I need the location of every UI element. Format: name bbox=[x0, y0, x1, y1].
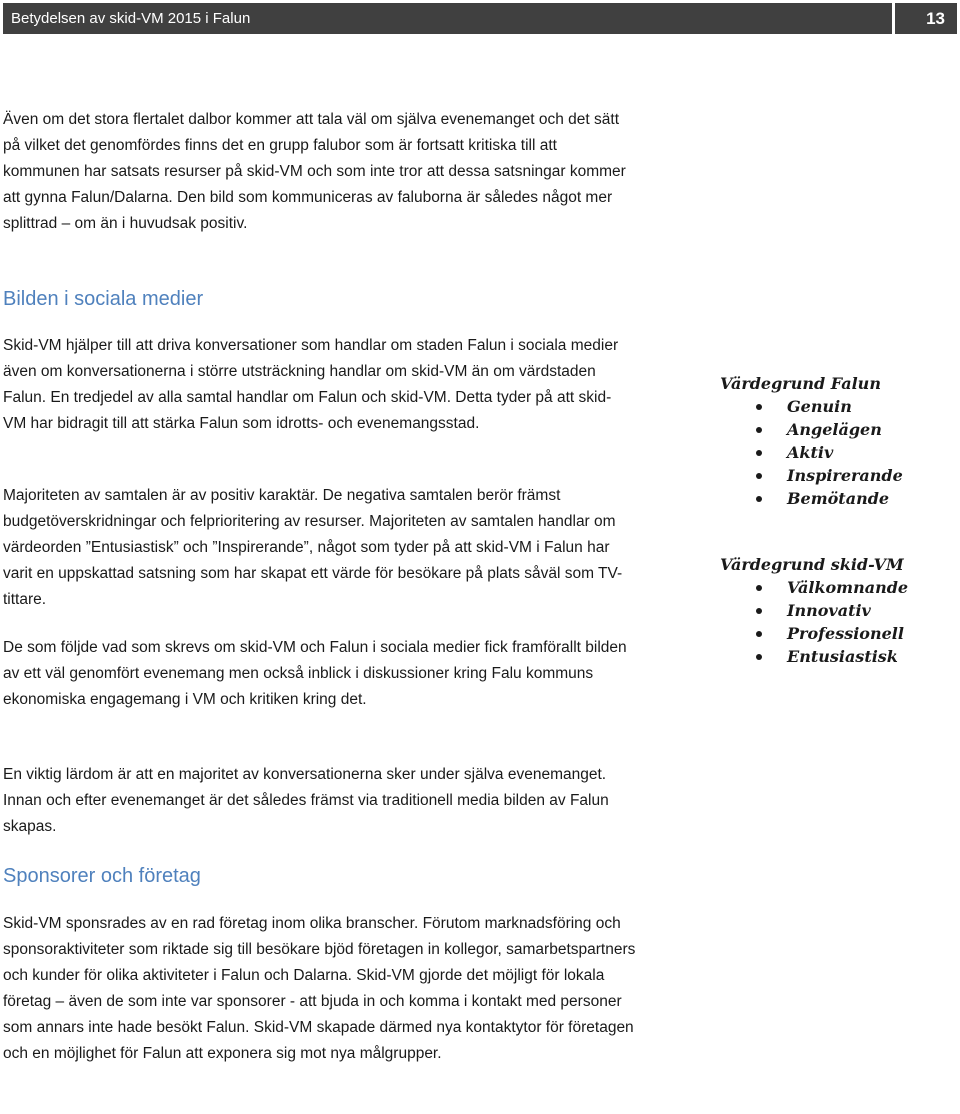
section-heading-social-media: Bilden i sociala medier bbox=[3, 288, 204, 310]
social-paragraph-2: Majoriteten av samtalen är av positiv karaktär. De negativa samtalen berör främst budgetöverskridningar och felprioritering av resurser. Majoriteten av samtalen handlar om värdeorden ”Entusiastisk” och ”Inspirerande”, något som tyder på att skid-VM i Falun har varit en uppskattad satsning som har skapat ett värde för besökare på plats såväl som TV-tittare. bbox=[3, 487, 623, 608]
vm-values-title: Värdegrund skid-VM bbox=[720, 555, 904, 574]
page-number: 13 bbox=[926, 9, 945, 28]
bullet-icon bbox=[756, 654, 762, 660]
header-bar bbox=[3, 3, 892, 34]
bullet-icon bbox=[756, 608, 762, 614]
bullet-icon bbox=[756, 450, 762, 456]
social-paragraph-4: En viktig lärdom är att en majoritet av konversationerna sker under själva evenemanget. Innan och efter evenemanget är det således främst via traditionell media bilden av Falun skapas. bbox=[3, 766, 609, 835]
falun-values-title: Värdegrund Falun bbox=[720, 374, 881, 393]
bullet-icon bbox=[756, 473, 762, 479]
bullet-icon bbox=[756, 585, 762, 591]
values-sidebar: Värdegrund Falun Genuin Angelägen Aktiv Inspirerande Bemötande Värdegrund skid-VM Välkomnande Innovativ Professionell Entusiastisk bbox=[720, 374, 909, 666]
section-heading-sponsors: Sponsorer och företag bbox=[3, 865, 201, 887]
social-paragraph-1: Skid-VM hjälper till att driva konversationer som handlar om staden Falun i sociala medier även om konversationerna i större utsträckning handlar om skid-VM än om värdstaden Falun. En tredjedel av alla samtal handlar om Falun och skid-VM. Detta tyder på att skid-VM har bidragit till att stärka Falun som idrotts- och evenemangsstad. bbox=[3, 337, 619, 432]
bullet-icon bbox=[756, 404, 762, 410]
bullet-icon bbox=[756, 631, 762, 637]
sponsors-paragraph: Skid-VM sponsrades av en rad företag inom olika branscher. Förutom marknadsföring och sponsoraktiviteter som riktade sig till besökare bjöd företagen in kollegor, samarbetspartners och kunder för olika aktiviteter i Falun och Dalarna. Skid-VM gjorde det möjligt för lokala företag – även de som inte var sponsorer - att bjuda in och komma i kontakt med personer som annars inte hade besökt Falun. Skid-VM skapade därmed nya kontaktytor för företagen och en möjlighet för Falun att exponera sig mot nya målgrupper. bbox=[3, 915, 636, 1062]
intro-paragraph: Även om det stora flertalet dalbor kommer att tala väl om själva evenemanget och det sätt på vilket det genomfördes finns det en grupp falubor som är fortsatt kritiska till att kommunen har satsats resurser på skid-VM och som inte tror att dessa satsningar kommer att gynna Falun/Dalarna. Den bild som kommuniceras av faluborna är således något mer splittrad – om än i huvudsak positiv. bbox=[3, 111, 626, 232]
document-title: Betydelsen av skid-VM 2015 i Falun bbox=[11, 10, 251, 27]
bullet-icon bbox=[756, 496, 762, 502]
social-paragraph-3: De som följde vad som skrevs om skid-VM och Falun i sociala medier fick framförallt bilden av ett väl genomfört evenemang men också inblick i diskussioner kring Falu kommuns ekonomiska engagemang i VM och kritiken kring det. bbox=[3, 639, 627, 708]
bullet-icon bbox=[756, 427, 762, 433]
page-number-box bbox=[895, 3, 957, 34]
